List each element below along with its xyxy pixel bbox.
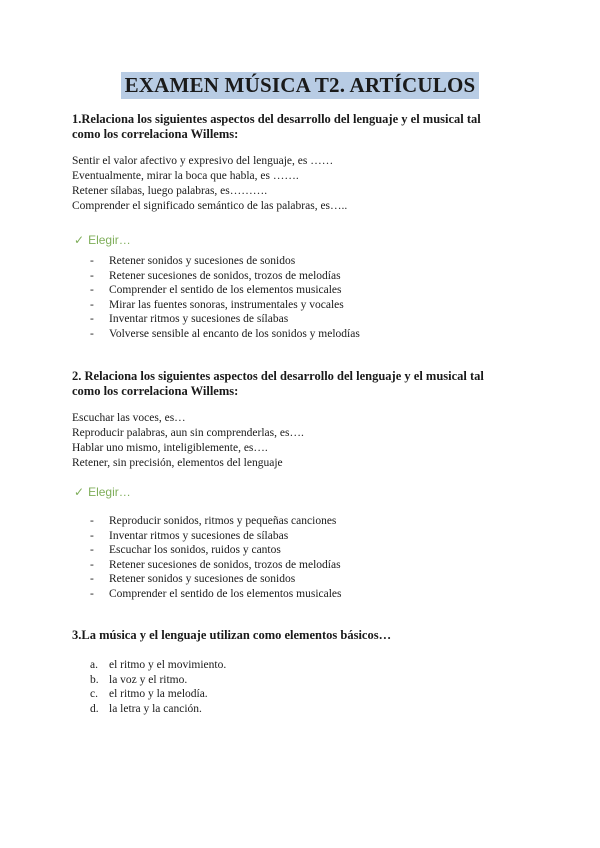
check-icon: ✓ [74, 485, 85, 499]
option-text: Escuchar los sonidos, ruidos y cantos [109, 544, 281, 556]
statement: Reproducir palabras, aun sin comprenderlas, es…. [72, 427, 304, 439]
statement: Eventualmente, mirar la boca que habla, es ……. [72, 170, 299, 182]
elegir-label: Elegir… [88, 233, 131, 247]
elegir-label: Elegir… [88, 485, 131, 499]
question-1-heading-line-2: como los correlaciona Willems: [72, 127, 239, 141]
statement: Retener sílabas, luego palabras, es………. [72, 185, 268, 197]
option-item [90, 572, 342, 587]
answer-marker: c. [90, 688, 98, 700]
option-text: Retener sucesiones de sonidos, trozos de melodías [109, 269, 341, 282]
option-item [90, 298, 360, 313]
question-2-heading [72, 369, 532, 399]
dash-marker: - [90, 255, 94, 267]
statement: Retener, sin precisión, elementos del lenguaje [72, 457, 283, 469]
option-text: Mirar las fuentes sonoras, instrumentales y vocales [109, 298, 344, 311]
answer-marker: b. [90, 673, 99, 686]
exam-title: EXAMEN MÚSICA T2. ARTÍCULOS [121, 72, 480, 99]
question-2-heading-line-2: como los correlaciona Willems: [72, 384, 239, 398]
dash-marker: - [90, 587, 94, 600]
option-item [90, 312, 360, 327]
question-1-elegir [74, 233, 131, 247]
question-1-options [90, 254, 360, 341]
question-1-heading-line-1: 1.Relaciona los siguientes aspectos del desarrollo del lenguaje y el musical tal [72, 112, 481, 126]
title-container [0, 72, 600, 99]
option-text: Inventar ritmos y sucesiones de sílabas [109, 313, 289, 325]
answer-text: la voz y el ritmo. [109, 673, 188, 686]
answer-text: la letra y la canción. [109, 702, 202, 715]
dash-marker: - [90, 529, 94, 542]
dash-marker: - [90, 573, 94, 585]
statement: Comprender el significado semántico de las palabras, es….. [72, 200, 348, 212]
option-text: Comprender el sentido de los elementos musicales [109, 587, 342, 600]
option-text: Retener sucesiones de sonidos, trozos de melodías [109, 558, 341, 571]
answer-option-c[interactable] [90, 687, 226, 702]
question-2-heading-line-1: 2. Relaciona los siguientes aspectos del desarrollo del lenguaje y el musical tal [72, 369, 484, 383]
statement: Hablar uno mismo, inteligiblemente, es…. [72, 442, 268, 454]
dash-marker: - [90, 515, 94, 527]
option-text: Retener sonidos y sucesiones de sonidos [109, 255, 296, 267]
answer-option-d[interactable] [90, 702, 226, 717]
option-text: Volverse sensible al encanto de los sonidos y melodías [109, 327, 360, 340]
option-text: Comprender el sentido de los elementos musicales [109, 284, 342, 296]
option-item [90, 327, 360, 342]
option-item [90, 543, 342, 558]
answer-text: el ritmo y el movimiento. [109, 659, 227, 671]
option-item [90, 269, 360, 284]
question-2-options [90, 514, 342, 601]
option-text: Retener sonidos y sucesiones de sonidos [109, 573, 296, 585]
option-text: Reproducir sonidos, ritmos y pequeñas canciones [109, 515, 337, 527]
dash-marker: - [90, 284, 94, 296]
answer-text: el ritmo y la melodía. [109, 688, 208, 700]
answer-option-b[interactable] [90, 673, 226, 688]
dash-marker: - [90, 558, 94, 571]
option-item [90, 283, 360, 298]
answer-marker: a. [90, 659, 98, 671]
question-1-heading [72, 112, 532, 142]
option-item [90, 254, 360, 269]
statement: Escuchar las voces, es… [72, 412, 186, 424]
answer-marker: d. [90, 702, 99, 715]
statement: Sentir el valor afectivo y expresivo del lenguaje, es …… [72, 155, 334, 167]
dash-marker: - [90, 313, 94, 325]
option-text: Inventar ritmos y sucesiones de sílabas [109, 529, 289, 542]
option-item [90, 558, 342, 573]
dash-marker: - [90, 298, 94, 311]
question-2-elegir [74, 485, 131, 499]
question-3-heading: 3.La música y el lenguaje utilizan como elementos básicos… [72, 628, 392, 642]
option-item [90, 514, 342, 529]
check-icon: ✓ [74, 233, 85, 247]
question-2-statements [72, 411, 532, 471]
dash-marker: - [90, 327, 94, 340]
option-item [90, 529, 342, 544]
dash-marker: - [90, 544, 94, 556]
question-3-answers [90, 658, 226, 716]
answer-option-a[interactable] [90, 658, 226, 673]
dash-marker: - [90, 269, 94, 282]
option-item [90, 587, 342, 602]
question-1-statements [72, 154, 532, 214]
